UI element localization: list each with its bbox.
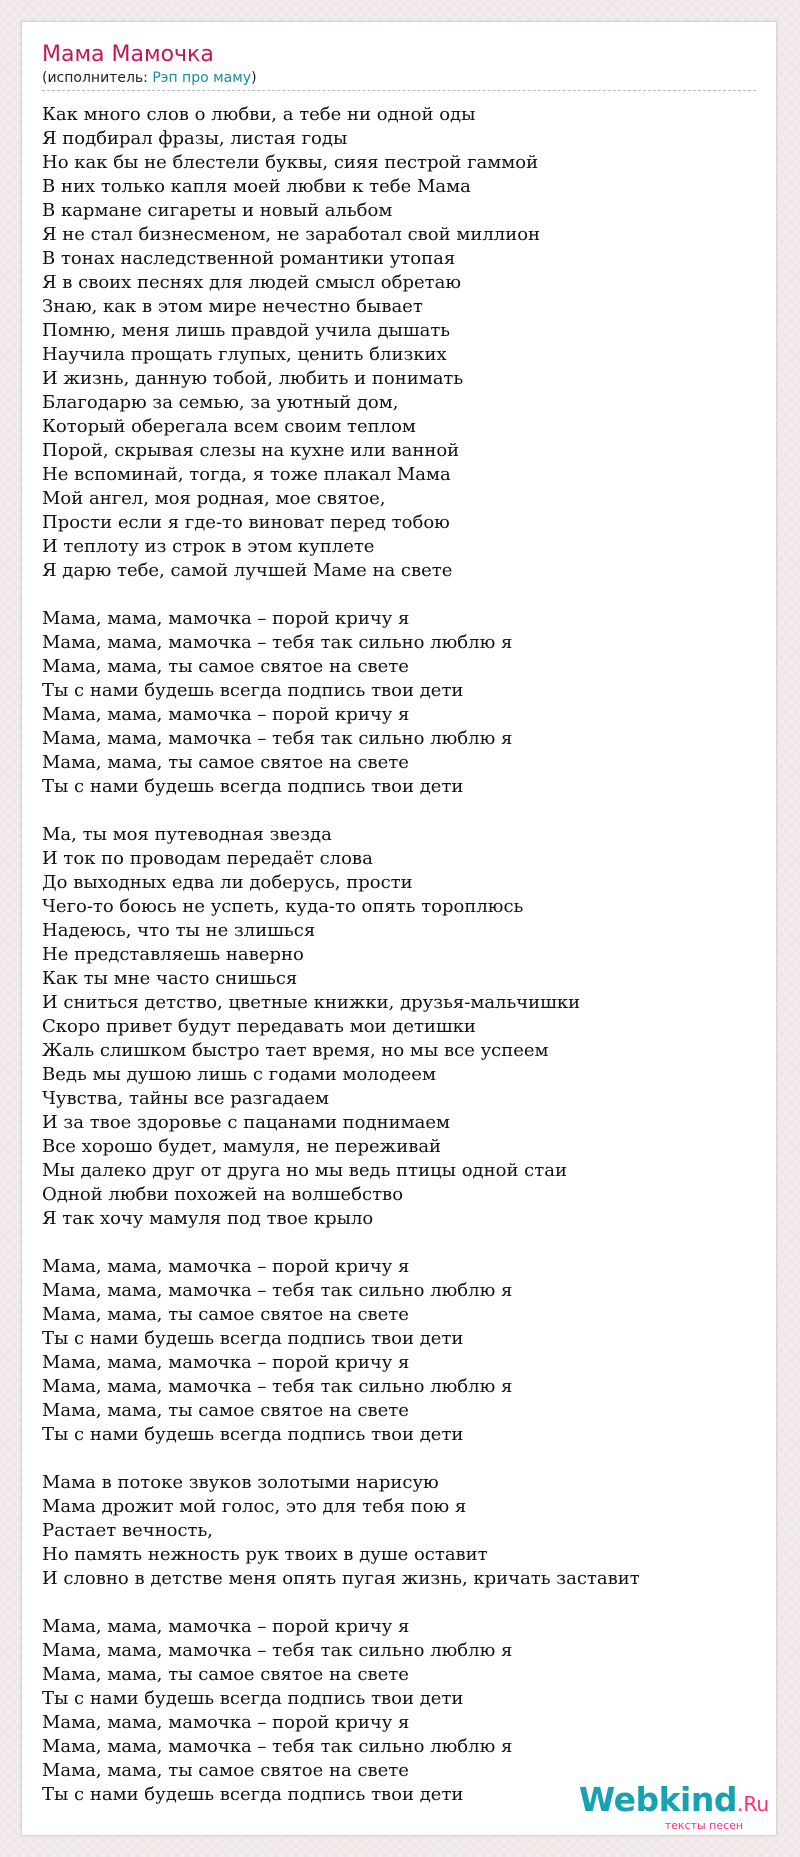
lyric-line: Ты с нами будешь всегда подпись твои дети	[42, 1424, 464, 1445]
lyric-line: Мама, мама, мамочка – порой кричу я	[42, 704, 410, 725]
lyric-line: Мама, мама, мамочка – тебя так сильно люблю я	[42, 632, 513, 653]
artist-prefix: (исполнитель:	[42, 70, 153, 86]
lyric-line: Ты с нами будешь всегда подпись твои дети	[42, 1784, 464, 1805]
logo-tld: .Ru	[736, 1792, 769, 1816]
lyric-line: Как много слов о любви, а тебе ни одной оды	[42, 104, 476, 125]
lyric-line: Благодарю за семью, за уютный дом,	[42, 392, 399, 413]
lyric-line: Мама, мама, мамочка – порой кричу я	[42, 608, 410, 629]
lyric-line: Мама, мама, мамочка – тебя так сильно люблю я	[42, 1736, 513, 1757]
lyric-line: Я не стал бизнесменом, не заработал свой миллион	[42, 224, 541, 245]
lyric-line: Одной любви похожей на волшебство	[42, 1184, 404, 1205]
lyric-line: Чего-то боюсь не успеть, куда-то опять тороплюсь	[42, 896, 524, 917]
lyric-line: Научила прощать глупых, ценить близких	[42, 344, 447, 365]
lyric-line: Мама, мама, мамочка – тебя так сильно люблю я	[42, 1280, 513, 1301]
lyric-line: Который оберегала всем своим теплом	[42, 416, 416, 437]
lyric-line: Я так хочу мамуля под твое крыло	[42, 1208, 374, 1229]
lyric-line: Ты с нами будешь всегда подпись твои дети	[42, 776, 464, 797]
lyric-line: Мама, мама, ты самое святое на свете	[42, 1664, 409, 1685]
logo-wordmark	[579, 1782, 769, 1822]
lyric-line: Ты с нами будешь всегда подпись твои дети	[42, 680, 464, 701]
lyric-line: Ты с нами будешь всегда подпись твои дети	[42, 1328, 464, 1349]
lyric-line: Ведь мы душою лишь с годами молодеем	[42, 1064, 436, 1085]
lyric-line: Мама, мама, мамочка – тебя так сильно люблю я	[42, 1640, 513, 1661]
lyric-line: Мама, мама, мамочка – порой кричу я	[42, 1712, 410, 1733]
lyric-line: И теплоту из строк в этом куплете	[42, 536, 375, 557]
lyric-line: Растает вечность,	[42, 1520, 214, 1541]
lyric-line: Скоро привет будут передавать мои детишки	[42, 1016, 476, 1037]
lyric-line: Мама, мама, ты самое святое на свете	[42, 1760, 409, 1781]
lyrics-stanza	[42, 103, 762, 583]
lyric-line: Мама, мама, ты самое святое на свете	[42, 656, 409, 677]
lyric-line: Мой ангел, моя родная, мое святое,	[42, 488, 386, 509]
lyric-line: В кармане сигареты и новый альбом	[42, 200, 393, 221]
lyrics-stanza	[42, 1471, 762, 1591]
lyric-line: Жаль слишком быстро тает время, но мы все успеем	[42, 1040, 549, 1061]
logo-tagline: тексты песен	[664, 1819, 744, 1832]
lyric-line: Мама дрожит мой голос, это для тебя пою я	[42, 1496, 467, 1517]
artist-link[interactable]: Рэп про маму	[152, 70, 252, 86]
lyric-line: Не вспоминай, тогда, я тоже плакал Мама	[42, 464, 451, 485]
lyric-line: Мама, мама, мамочка – тебя так сильно люблю я	[42, 728, 513, 749]
lyric-line: В тонах наследственной романтики утопая	[42, 248, 456, 269]
lyric-line: И ток по проводам передаёт слова	[42, 848, 373, 869]
lyric-line: Знаю, как в этом мире нечестно бывает	[42, 296, 423, 317]
lyric-line: Мама, мама, ты самое святое на свете	[42, 1304, 409, 1325]
lyric-line: Я дарю тебе, самой лучшей Маме на свете	[42, 560, 453, 581]
lyric-line: Помню, меня лишь правдой учила дышать	[42, 320, 451, 341]
lyric-line: Мама, мама, ты самое святое на свете	[42, 1400, 409, 1421]
lyric-line: Все хорошо будет, мамуля, не переживай	[42, 1136, 442, 1157]
lyrics-card	[21, 21, 777, 1836]
lyric-line: И сниться детство, цветные книжки, друзья-мальчишки	[42, 992, 581, 1013]
lyric-line: Надеюсь, что ты не злишься	[42, 920, 316, 941]
lyric-line: Мама в потоке звуков золотыми нарисую	[42, 1472, 439, 1493]
lyric-line: И жизнь, данную тобой, любить и понимать	[42, 368, 464, 389]
logo-name: Webkind	[578, 1780, 737, 1819]
lyrics-stanza	[42, 607, 762, 799]
lyrics-stanza	[42, 1615, 762, 1807]
lyric-line: В них только капля моей любви к тебе Мама	[42, 176, 471, 197]
artist-line	[42, 68, 756, 88]
song-title: Мама Мамочка	[42, 42, 214, 67]
lyric-line: Прости если я где-то виноват перед тобою	[42, 512, 450, 533]
site-logo[interactable]	[579, 1782, 769, 1832]
lyric-line: Я в своих песнях для людей смысл обретаю	[42, 272, 462, 293]
lyric-line: Чувства, тайны все разгадаем	[42, 1088, 330, 1109]
lyrics-stanza	[42, 1255, 762, 1447]
lyric-line: Ты с нами будешь всегда подпись твои дети	[42, 1688, 464, 1709]
lyric-line: Мама, мама, мамочка – порой кричу я	[42, 1256, 410, 1277]
lyric-line: До выходных едва ли доберусь, прости	[42, 872, 413, 893]
song-header	[42, 42, 756, 91]
lyric-line: Ма, ты моя путеводная звезда	[42, 824, 332, 845]
lyric-line: И за твое здоровье с пацанами поднимаем	[42, 1112, 450, 1133]
lyrics-body	[42, 103, 762, 1831]
lyric-line: Но как бы не блестели буквы, сияя пестрой гаммой	[42, 152, 539, 173]
lyric-line: Как ты мне часто снишься	[42, 968, 298, 989]
lyric-line: Мама, мама, ты самое святое на свете	[42, 752, 409, 773]
lyric-line: Но память нежность рук твоих в душе оставит	[42, 1544, 488, 1565]
lyric-line: Мама, мама, мамочка – порой кричу я	[42, 1352, 410, 1373]
lyric-line: Мама, мама, мамочка – порой кричу я	[42, 1616, 410, 1637]
artist-suffix: )	[251, 70, 257, 86]
lyric-line: Не представляешь наверно	[42, 944, 304, 965]
lyric-line: Порой, скрывая слезы на кухне или ванной	[42, 440, 460, 461]
lyric-line: Мама, мама, мамочка – тебя так сильно люблю я	[42, 1376, 513, 1397]
lyric-line: Мы далеко друг от друга но мы ведь птицы одной стаи	[42, 1160, 567, 1181]
lyric-line: Я подбирал фразы, листая годы	[42, 128, 348, 149]
lyric-line: И словно в детстве меня опять пугая жизнь, кричать заставит	[42, 1568, 640, 1589]
lyrics-stanza	[42, 823, 762, 1231]
